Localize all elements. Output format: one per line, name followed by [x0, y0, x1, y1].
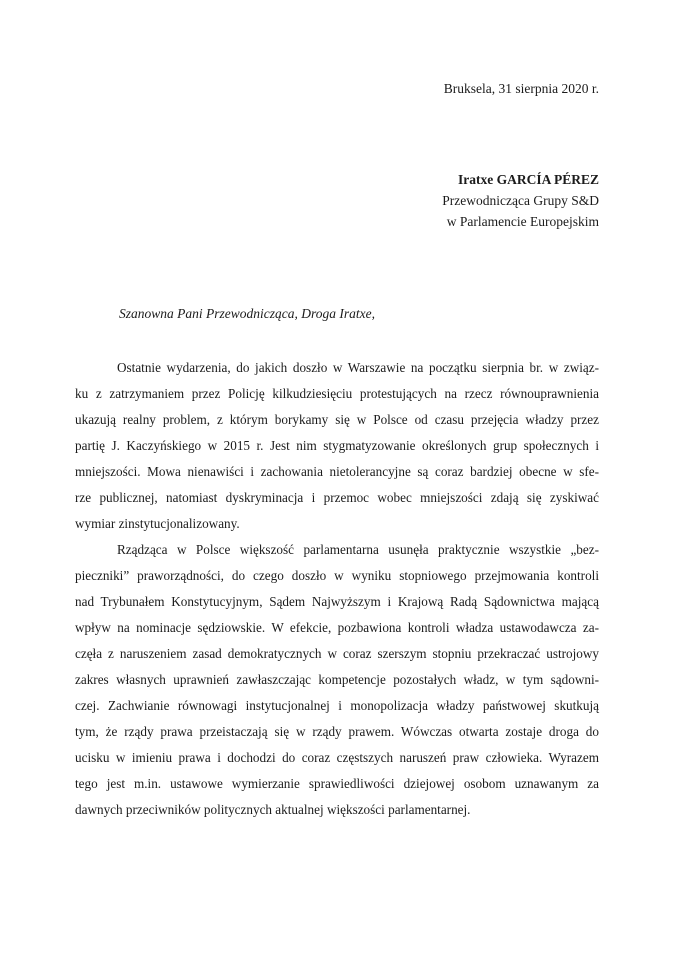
body-line: wymiar zinstytucjonalizowany. — [75, 516, 240, 531]
date-line: Bruksela, 31 sierpnia 2020 r. — [443, 81, 599, 96]
paragraph-1 — [75, 355, 599, 537]
body-line: ucisku w imieniu prawa i dochodzi do coraz częstszych naruszeń praw człowieka. Wyrazem — [75, 750, 599, 765]
body-line: czej. Zachwianie równowagi instytucjonalnej i monopolizacja władzy państwowej skutkują — [75, 698, 599, 713]
body-line: tym, że rządy prawa przeistaczają się w rządy prawem. Wówczas otwarta zostaje droga do — [75, 724, 599, 739]
body-line: pieczniki” praworządności, do czego doszło w wyniku stopniowego przejmowania kontroli — [75, 568, 599, 583]
body-line: ku z zatrzymaniem przez Policję kilkudziesięciu protestujących na rzecz równouprawnienia — [75, 386, 599, 401]
recipient-institution: w Parlamencie Europejskim — [446, 214, 599, 229]
body-line: nad Trybunałem Konstytucyjnym, Sądem Najwyższym i Krajową Radą Sądownictwa mającą — [75, 594, 599, 609]
body-line: Ostatnie wydarzenia, do jakich doszło w Warszawie na początku sierpnia br. w związ- — [117, 360, 599, 375]
body-line: rze publicznej, natomiast dyskryminacja i przemoc wobec mniejszości zdają się zyskiwać — [75, 490, 599, 505]
recipient-block — [75, 169, 599, 232]
body-line: Rządząca w Polsce większość parlamentarna usunęła praktycznie wszystkie „bez- — [117, 542, 599, 557]
body-line: tego jest m.in. ustawowe wymierzanie sprawiedliwości dziejowej osobom uznawanym za — [75, 776, 599, 791]
body-line: ukazują realny problem, z którym borykamy się w Polsce od czasu przejęcia władzy przez — [75, 412, 599, 427]
salutation: Szanowna Pani Przewodnicząca, Droga Iratxe, — [119, 306, 375, 321]
paragraph-2 — [75, 537, 599, 823]
body-line: mniejszości. Mowa nienawiści i zachowania nietolerancyjne są coraz bardziej obecne w sfe- — [75, 464, 599, 479]
body-line: częła z naruszeniem zasad demokratycznych w coraz szerszym stopniu przekraczać ustrojowy — [75, 646, 599, 661]
body-line: partię J. Kaczyńskiego w 2015 r. Jest nim stygmatyzowanie określonych grup społecznych i — [75, 438, 599, 453]
body-line: zakres własnych uprawnień zawłaszczając kompetencje pozostałych władz, w tym sądowni- — [75, 672, 599, 687]
body-line: wpływ na nominacje sędziowskie. W efekcie, pozbawiona kontroli władza ustawodawcza za- — [75, 620, 599, 635]
recipient-name: Iratxe GARCÍA PÉREZ — [458, 172, 599, 187]
letter-body — [75, 355, 599, 823]
body-line: dawnych przeciwników politycznych aktualnej większości parlamentarnej. — [75, 802, 471, 817]
recipient-role: Przewodnicząca Grupy S&D — [442, 193, 599, 208]
letter-content — [75, 0, 599, 823]
